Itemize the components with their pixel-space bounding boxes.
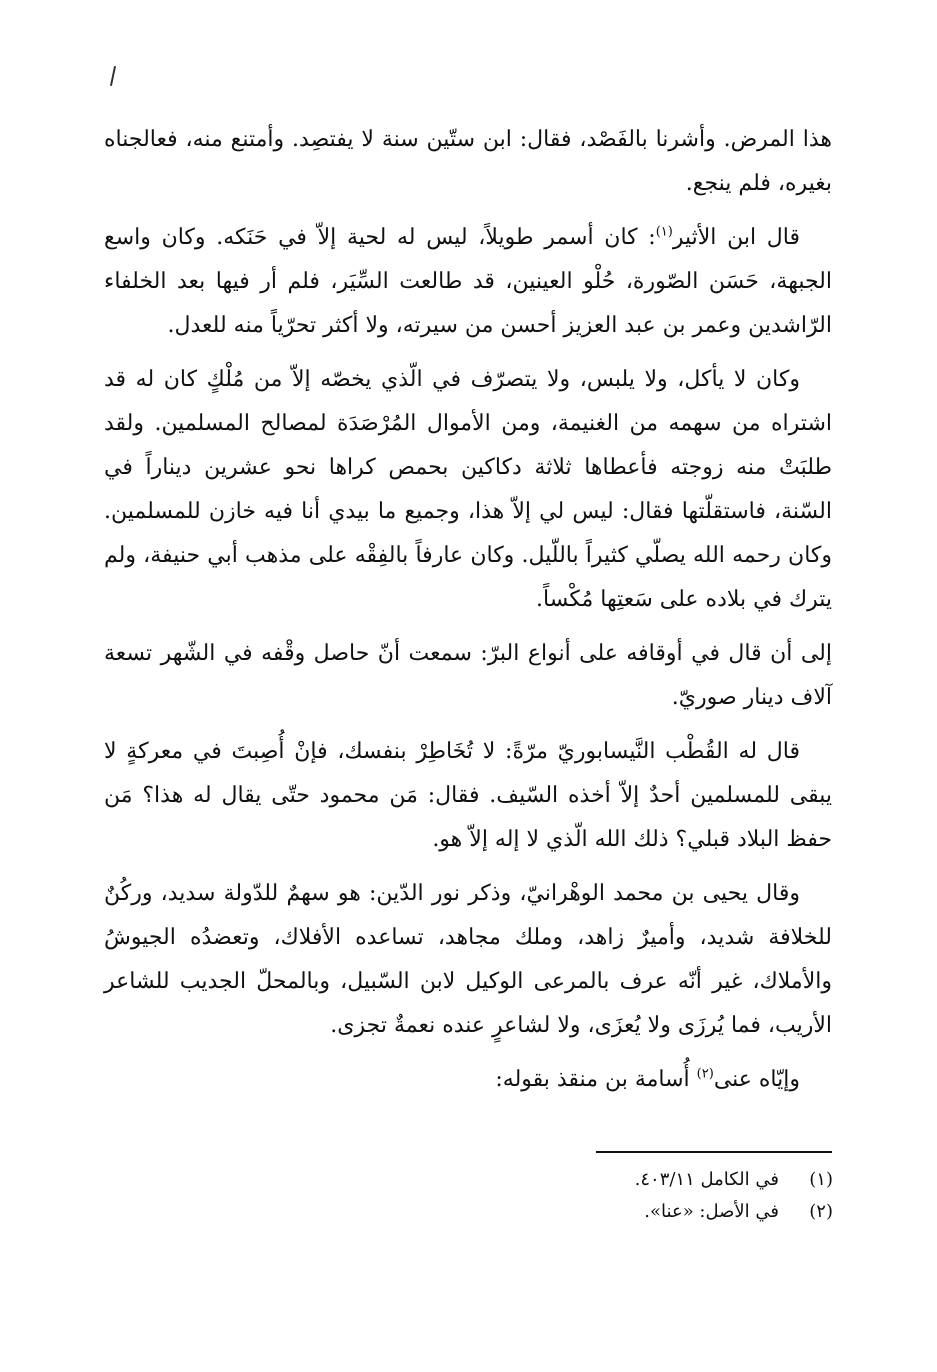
- footnote-divider: [596, 1151, 832, 1153]
- paragraph-lifestyle: وكان لا يأكل، ولا يلبس، ولا يتصرّف في الّذي يخصّه إلاّ من مُلْكٍ كان له قد اشتراه من سهمه من الغنيمة، ومن الأموال المُرْصَدَة لمصالح المسلمين. ولقد طلبَتْ منه زوجته فأعطاها ثلاثة دكاكين بحمص كراها نحو عشرين ديناراً في السّنة، فاستقلّتها فقال: ليس لي إلاّ هذا، وجميع ما بيدي أنا فيه خازن للمسلمين. وكان رحمه الله يصلّي كثيراً باللّيل. وكان عارفاً بالفِقْه على مذهب أبي حنيفة، ولم يترك في بلاده على سَعتِها مُكْساً.: [104, 367, 833, 612]
- main-text: [104, 118, 832, 1112]
- footnote-number: (٢): [809, 1201, 833, 1222]
- ibn-athir-intro: قال ابن الأثير: [672, 225, 800, 250]
- footnote-text: في الكامل ٤٠٣/١١.: [634, 1169, 779, 1190]
- footnote-text: في الأصل: «عنا».: [644, 1201, 779, 1222]
- paragraph-endowments: إلى أن قال في أوقافه على أنواع البرّ: سمعت أنّ حاصل وقْفه في الشّهر تسعة آلاف دينار صوريّ.: [104, 641, 832, 710]
- paragraph-ibn-athir: [104, 216, 832, 348]
- paragraph-usama: [104, 1058, 832, 1102]
- footnotes: [433, 1164, 833, 1228]
- paragraph-wahrani: وقال يحيى بن محمد الوهْرانيّ، وذكر نور الدّين: هو سهمٌ للدّولة سديد، وركُنٌ للخلافة شديد، وأميرٌ زاهد، وملك مجاهد، تساعده الأفلاك، وتعضدُه الجيوشُ والأملاك، غير أنّه عرف بالمرعى الوكيل لابن السّبيل، وبالمحلّ الجديب للشاعر الأريب، فما يُرزَى ولا يُعزَى، ولا لشاعرٍ عنده نعمةٌ تجزى.: [104, 881, 832, 1038]
- margin-mark: [110, 66, 116, 86]
- footnote-number: (١): [809, 1169, 833, 1190]
- footnote-2: [433, 1196, 833, 1228]
- usama-text: أُسامة بن منقذ بقوله:: [495, 1067, 697, 1092]
- paragraph-qutb: قال له القُطْب النَّيسابوريّ مرّةً: لا تُخَاطِرْ بنفسك، فإنْ أُصِبتَ في معركةٍ لا يبقى للمسلمين أحدٌ إلاّ أخذه السّيف. فقال: مَن محمود حتّى يقال له هذا؟ مَن حفظ البلاد قبلي؟ ذلك الله الّذي لا إله إلاّ هو.: [104, 739, 832, 852]
- footnote-ref-1: (١): [655, 224, 673, 240]
- usama-intro: وإيّاه عنى: [713, 1067, 800, 1092]
- ibn-athir-quote: : كان أسمر طويلاً، ليس له لحية إلاّ في حَنَكه. وكان واسع الجبهة، حَسَن الصّورة، حُلْو العينين، قد طالعت السِّيَر، فلم أر فيها بعد الخلفاء الرّاشدين وعمر بن عبد العزيز أحسن من سيرته، ولا أكثر تحرّياً منه للعدل.: [104, 225, 832, 338]
- footnote-1: [433, 1164, 833, 1196]
- paragraph-continuation: هذا المرض. وأشرنا بالفَصْد، فقال: ابن ستّين سنة لا يفتصِد. وأمتنع منه، فعالجناه بغيره، فلم ينجع.: [104, 127, 832, 196]
- footnote-ref-2: (٢): [696, 1066, 714, 1082]
